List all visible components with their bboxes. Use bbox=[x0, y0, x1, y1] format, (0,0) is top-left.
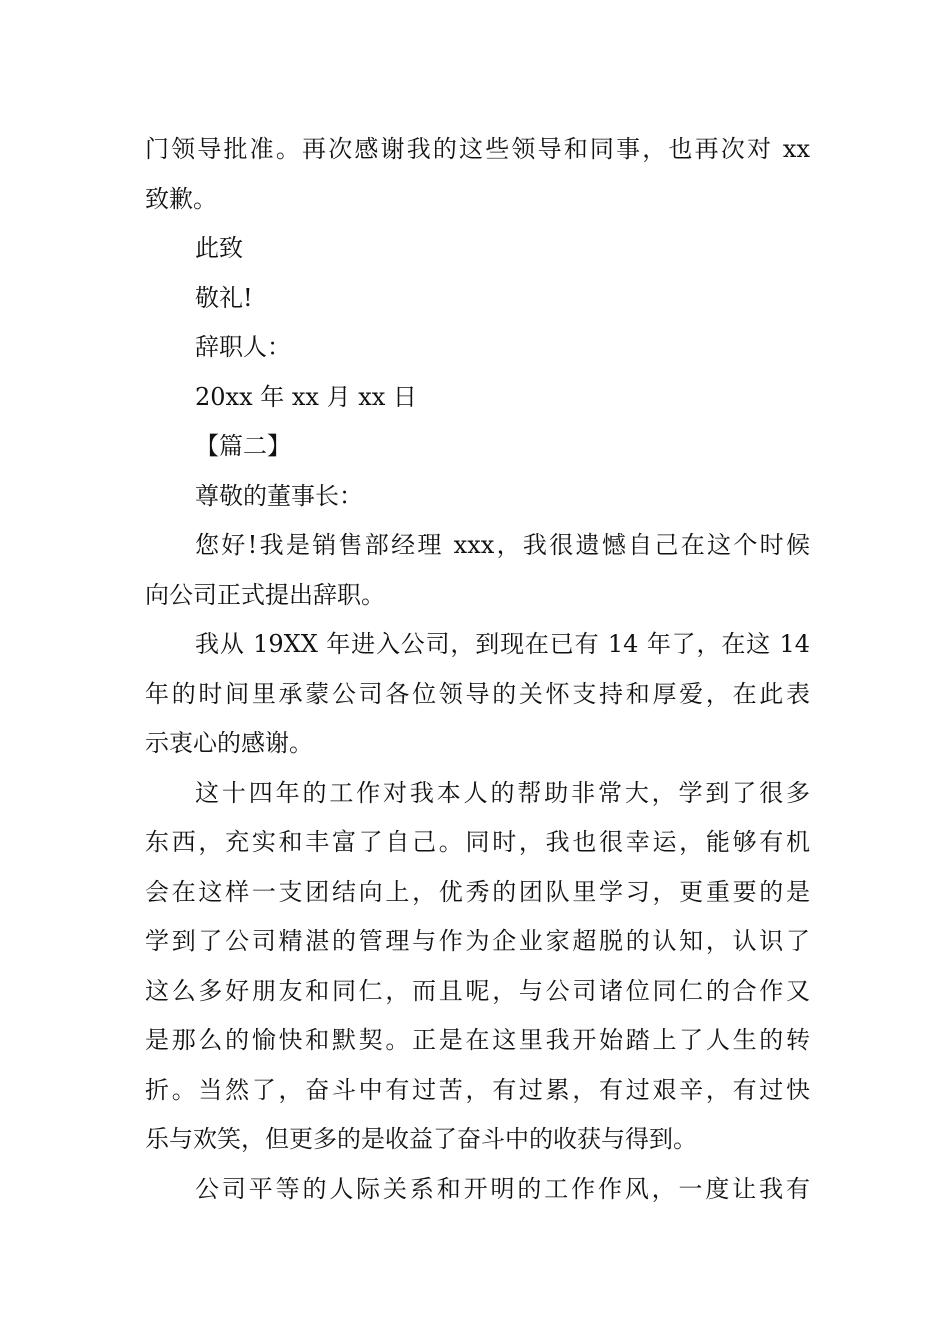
salutation: 敬礼! bbox=[195, 283, 253, 312]
text-line: 向公司正式提出辞职。 bbox=[145, 580, 385, 609]
text-line: 折。当然了，奋斗中有过苦，有过累，有过艰辛，有过快 bbox=[145, 1075, 810, 1104]
document-page bbox=[145, 125, 810, 1214]
text-line: 学到了公司精湛的管理与作为企业家超脱的认知，认识了 bbox=[145, 927, 810, 955]
text-line: 这么多好朋友和同仁，而且呢，与公司诸位同仁的合作又 bbox=[145, 976, 810, 1005]
text-line: 会在这样一支团结向上，优秀的团队里学习，更重要的是 bbox=[145, 877, 810, 906]
letter-date: 20xx 年 xx 月 xx 日 bbox=[195, 382, 417, 411]
closing-phrase: 此致 bbox=[195, 234, 243, 262]
text-line: 示衷心的感谢。 bbox=[145, 729, 313, 757]
text-line: 致歉。 bbox=[145, 184, 217, 213]
text-line: 公司平等的人际关系和开明的工作作风，一度让我有 bbox=[195, 1174, 810, 1203]
text-line: 年的时间里承蒙公司各位领导的关怀支持和厚爱，在此表 bbox=[145, 679, 810, 708]
text-line: 您好!我是销售部经理 xxx，我很遗憾自己在这个时候 bbox=[195, 531, 810, 559]
text-line: 乐与欢笑，但更多的是收益了奋斗中的收获与得到。 bbox=[145, 1125, 697, 1153]
addressee: 尊敬的董事长： bbox=[195, 481, 363, 510]
text-line: 这十四年的工作对我本人的帮助非常大，学到了很多 bbox=[195, 778, 810, 807]
text-line: 是那么的愉快和默契。正是在这里我开始踏上了人生的转 bbox=[145, 1026, 810, 1054]
signer-label: 辞职人： bbox=[195, 333, 291, 361]
text-line: 门领导批准。再次感谢我的这些领导和同事，也再次对 xx bbox=[145, 135, 810, 163]
text-line: 我从 19XX 年进入公司，到现在已有 14 年了，在这 14 bbox=[195, 630, 810, 658]
section-heading: 【篇二】 bbox=[195, 432, 291, 460]
text-line: 东西，充实和丰富了自己。同时，我也很幸运，能够有机 bbox=[145, 828, 810, 856]
